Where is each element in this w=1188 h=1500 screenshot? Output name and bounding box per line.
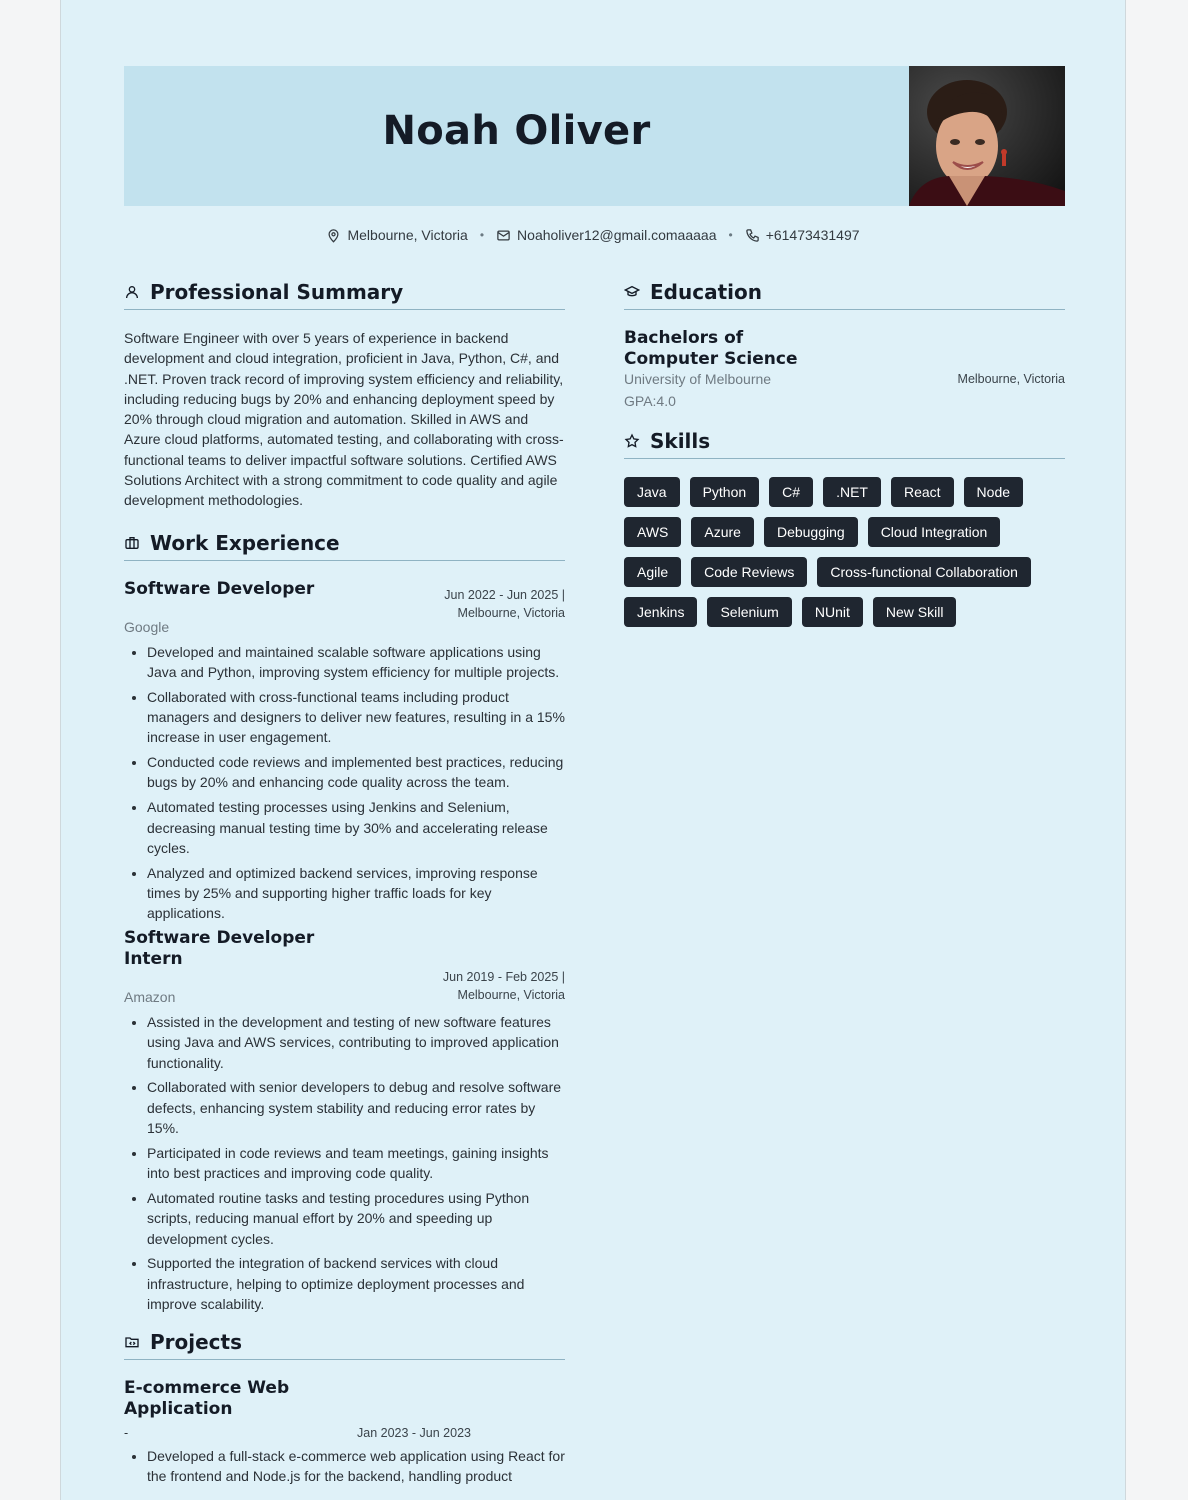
education-school: University of Melbourne [624,371,772,387]
phone-icon [745,228,760,243]
job-entry [124,928,565,1314]
contact-email[interactable] [496,227,716,243]
phone-text[interactable]: +61473431497 [765,227,860,244]
resume-page [60,0,1126,1500]
job-title: Software Developer Intern [124,928,315,970]
section-title: Education [650,280,762,304]
job-location: Melbourne, Victoria [457,988,565,1003]
project-date: Jan 2023 - Jun 2023 [357,1426,471,1441]
skill-chip: AWS [624,517,681,547]
contact-line [61,226,1125,243]
skills-list [624,477,1065,627]
skill-chip: Jenkins [624,597,697,627]
star-icon [624,433,640,449]
section-header-summary [124,280,565,310]
mail-icon [496,228,511,243]
skill-chip: Cloud Integration [868,517,1001,547]
right-column [624,280,1065,627]
left-column [124,280,565,1491]
briefcase-icon [124,535,140,551]
skill-chip: C# [769,477,813,507]
project-title: E-commerce Web Application [124,1378,290,1420]
contact-phone[interactable] [745,227,860,243]
job-company: Amazon [124,989,176,1006]
header-band [124,66,909,206]
job-company: Google [124,618,170,635]
skill-chip: Agile [624,557,681,587]
list-item: • Conducted code reviews and implemented best practices, reducing bugs by 20% and enhancing code quality across the team. [147,752,565,793]
list-item: • Developed and maintained scalable software applications using Java and Python, improving system efficiency for multiple projects. [147,642,565,683]
skill-chip: Node [964,477,1023,507]
job-title: Software Developer [124,578,315,599]
job-meta [444,586,565,622]
skill-chip: Azure [691,517,754,547]
section-header-education [624,280,1065,310]
education-location: Melbourne, Victoria [957,372,1065,386]
list-item: • Collaborated with senior developers to debug and resolve software defects, enhancing system stability and reducing error rates by 15%. [147,1077,565,1138]
user-icon [124,284,140,300]
job-bullets [124,642,565,924]
job-location: Melbourne, Victoria [457,605,565,620]
skill-chip: New Skill [873,597,957,627]
candidate-name: Noah Oliver [382,108,651,154]
skill-chip: Java [624,477,680,507]
graduation-cap-icon [624,284,640,300]
education-degree: Bachelors of Computer Science [624,328,798,369]
section-title: Projects [150,1330,243,1355]
job-meta [443,968,565,1004]
list-item: • Automated routine tasks and testing procedures using Python scripts, reducing manual effort by 20% and speeding up development cycles. [147,1188,565,1249]
section-header-work [124,531,565,561]
separator-dot: • [479,228,485,243]
skill-chip: Selenium [707,597,791,627]
contact-location [326,227,467,243]
section-header-skills [624,429,1065,459]
list-item: • Automated testing processes using Jenkins and Selenium, decreasing manual testing time by 30% and accelerating release cycles. [147,797,565,858]
skill-chip: Cross-functional Collaboration [817,557,1031,587]
section-title: Work Experience [150,530,340,555]
skill-chip: Debugging [764,517,858,547]
separator-dot: • [728,228,733,243]
list-item: • Analyzed and optimized backend services, improving response times by 25% and supporting higher traffic loads for key applications. [147,863,565,924]
skill-chip: React [891,477,954,507]
section-header-projects [124,1330,565,1360]
skill-chip: Code Reviews [691,557,807,587]
job-date: Jun 2022 - Jun 2025 | [444,587,565,602]
summary-text: Software Engineer with over 5 years of experience in backend development and cloud integration, proficient in Java, Python, C#, and .NET. Proven track record of improving system efficiency and reliability, including reducing bugs by 20% and enhancing deployment speed by 20% through cloud migration and automation. Skilled in AWS and Azure cloud platforms, automated testing, and collaborating with cross-functional teams to deliver impactful software solutions. Certified AWS Solutions Architect with a strong commitment to code quality and agile development methodologies. [124,330,564,509]
list-item: • Assisted in the development and testing of new software features using Java and AWS services, contributing to improved application functionality. [147,1012,565,1073]
location-text: Melbourne, Victoria [347,227,468,244]
job-bullets [124,1012,565,1314]
skill-chip: .NET [823,477,881,507]
skill-chip: Python [690,477,760,507]
folder-code-icon [124,1334,140,1350]
section-title: Professional Summary [150,280,404,304]
profile-photo-image [909,66,1065,206]
section-title: Skills [650,429,711,453]
project-entry [124,1378,565,1487]
list-item: • Collaborated with cross-functional teams including product managers and designers to deliver new features, resulting in a 15% increase in user engagement. [147,687,565,748]
education-gpa: GPA:4.0 [624,393,676,409]
profile-photo [909,66,1065,206]
skill-chip: NUnit [802,597,863,627]
email-text[interactable]: Noaholiver12@gmail.comaaaaa [517,227,717,244]
list-item: • Supported the integration of backend services with cloud infrastructure, helping to optimize deployment processes and improve scalability. [147,1253,565,1314]
map-pin-icon [326,228,341,243]
list-item: • Developed a full-stack e-commerce web application using React for the frontend and Node.js for the backend, handling product [147,1446,565,1487]
list-item: • Participated in code reviews and team meetings, gaining insights into best practices and improving code quality. [147,1143,565,1184]
job-date: Jun 2019 - Feb 2025 | [442,970,565,985]
job-entry [124,579,565,924]
project-subtitle: - [124,1426,129,1441]
project-bullets [124,1446,565,1487]
